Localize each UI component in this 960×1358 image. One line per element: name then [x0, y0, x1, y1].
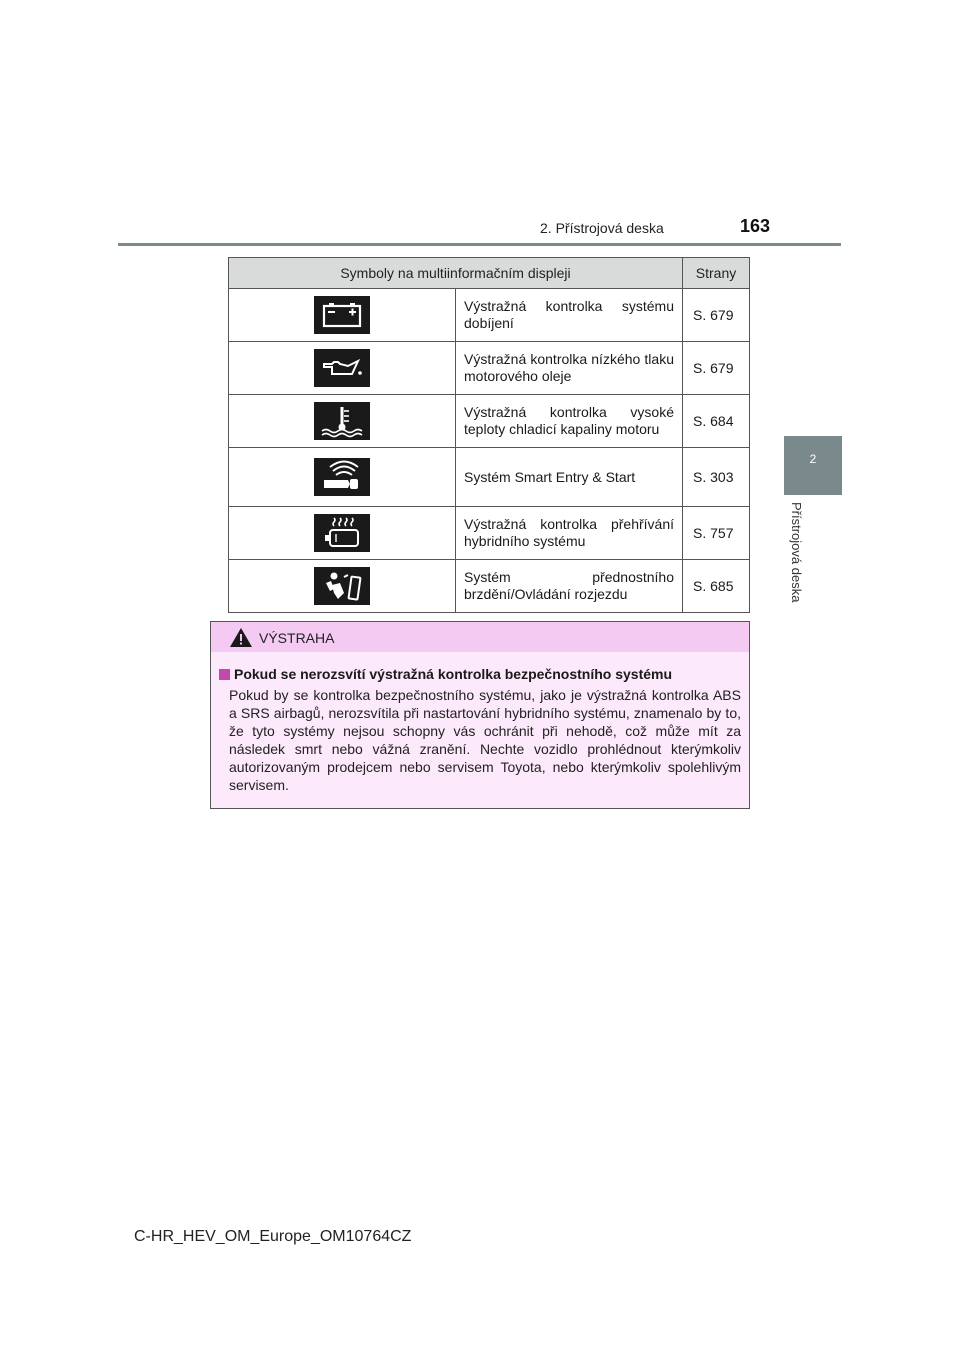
document-code: C-HR_HEV_OM_Europe_OM10764CZ	[134, 1228, 412, 1245]
table-row	[229, 448, 750, 507]
warning-triangle-icon	[229, 627, 253, 648]
warning-title: VÝSTRAHA	[259, 630, 335, 646]
row-description: Systém přednostního brzdění/Ovládání rozjezdu	[456, 560, 683, 613]
warning-box	[210, 621, 750, 809]
table-row	[229, 395, 750, 448]
row-description: Výstražná kontrolka nízkého tlaku motorového oleje	[456, 342, 683, 395]
coolant-temperature-icon	[314, 402, 370, 440]
oil-pressure-icon	[314, 349, 370, 387]
hybrid-overheat-icon	[314, 514, 370, 552]
chapter-tab	[784, 436, 842, 495]
warning-subtitle: Pokud se nerozsvítí výstražná kontrolka bezpečnostního systému	[234, 666, 673, 682]
row-page: S. 303	[683, 448, 750, 507]
chapter-number: 2	[809, 452, 817, 466]
col-symbols-header: Symboly na multiinformačním displeji	[229, 258, 683, 289]
row-page: S. 757	[683, 507, 750, 560]
table-header-row	[229, 258, 750, 289]
bullet-square-icon	[219, 669, 230, 680]
row-description: Výstražná kontrolka systému dobíjení	[456, 289, 683, 342]
battery-charging-icon	[314, 296, 370, 334]
row-page: S. 684	[683, 395, 750, 448]
table-row	[229, 507, 750, 560]
section-title: 2. Přístrojová deska	[540, 220, 664, 236]
page-number: 163	[740, 216, 771, 236]
row-description: Systém Smart Entry & Start	[456, 448, 683, 507]
row-description: Výstražná kontrolka vysoké teploty chladicí kapaliny motoru	[456, 395, 683, 448]
symbols-table	[228, 257, 750, 613]
warning-text: Pokud by se kontrolka bezpečnostního systému, jako je výstražná kontrolka ABS a SRS airbagů, nerozsvítila při nastartování hybridního systému, znamenalo by to, že tyto systémy nejsou schopny vás ochránit při nehodě, což může mít za následek smrt nebo vážná zranění. Nechte vozidlo prohlédnout kterýmkoliv autorizovaným prodejcem nebo servisem Toyota, nebo kterýmkoliv spolehlivým servisem.	[229, 687, 741, 793]
smart-key-icon	[314, 458, 370, 496]
row-page: S. 685	[683, 560, 750, 613]
row-page: S. 679	[683, 342, 750, 395]
header-rule	[118, 243, 841, 246]
table-row	[229, 342, 750, 395]
brake-pedal-icon	[314, 567, 370, 605]
table-row	[229, 560, 750, 613]
chapter-label: Přístrojová deska	[789, 502, 804, 603]
warning-subtitle-row	[219, 666, 741, 682]
table-row	[229, 289, 750, 342]
col-pages-header: Strany	[683, 258, 750, 289]
warning-header	[211, 622, 749, 653]
row-description: Výstražná kontrolka přehřívání hybridního systému	[456, 507, 683, 560]
row-page: S. 679	[683, 289, 750, 342]
warning-body	[211, 652, 749, 808]
